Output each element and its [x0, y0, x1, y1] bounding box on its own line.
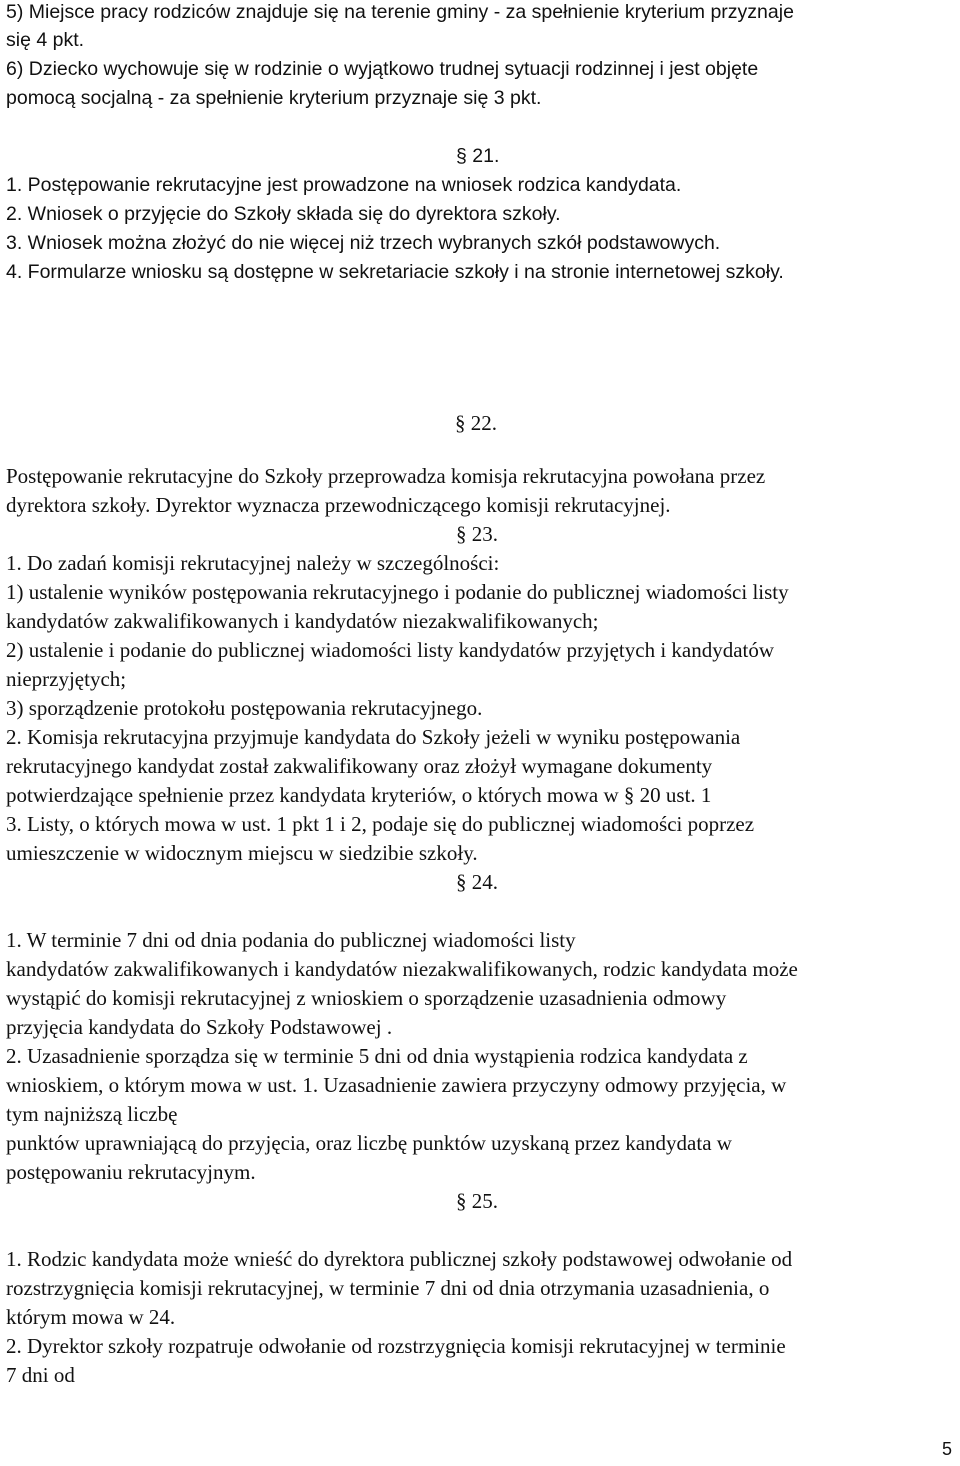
text-line: 2. Uzasadnienie sporządza się w terminie 5 dni od dnia wystąpienia rodzica kandydata z [6, 1044, 748, 1068]
text-line: rekrutacyjnego kandydat został zakwalifikowany oraz złożył wymagane dokumenty [6, 754, 713, 778]
text-line: 2. Dyrektor szkoły rozpatruje odwołanie od rozstrzygnięcia komisji rekrutacyjnej w terminie [6, 1334, 786, 1358]
text-line: 1. W terminie 7 dni od dnia podania do publicznej wiadomości listy [6, 928, 576, 952]
text-line: nieprzyjętych; [6, 667, 127, 691]
text-line: punktów uprawniającą do przyjęcia, oraz liczbę punktów uzyskaną przez kandydata w [6, 1131, 732, 1155]
text-line: Postępowanie rekrutacyjne do Szkoły przeprowadza komisja rekrutacyjna powołana przez [6, 464, 766, 488]
text-line: wnioskiem, o którym mowa w ust. 1. Uzasadnienie zawiera przyczyny odmowy przyjęcia, w [6, 1073, 787, 1097]
text-line: 6) Dziecko wychowuje się w rodzinie o wyjątkowo trudnej sytuacji rodzinnej i jest objęte [6, 58, 759, 80]
text-line: 3. Listy, o których mowa w ust. 1 pkt 1 i 2, podaje się do publicznej wiadomości poprzez [6, 812, 755, 836]
text-line: umieszczenie w widocznym miejscu w siedzibie szkoły. [6, 841, 478, 865]
text-line: 4. Formularze wniosku są dostępne w sekretariacie szkoły i na stronie internetowej szkoły. [6, 261, 784, 283]
text-line: 2. Komisja rekrutacyjna przyjmuje kandydata do Szkoły jeżeli w wyniku postępowania [6, 725, 741, 749]
text-line: 3) sporządzenie protokołu postępowania rekrutacyjnego. [6, 696, 483, 720]
text-line: postępowaniu rekrutacyjnym. [6, 1160, 256, 1184]
text-line: 1. Postępowanie rekrutacyjne jest prowadzone na wniosek rodzica kandydata. [6, 174, 682, 196]
text-line: potwierdzające spełnienie przez kandydata kryteriów, o których mowa w § 20 ust. 1 [6, 783, 712, 807]
section-heading-24: § 24. [456, 870, 498, 894]
text-line: 5) Miejsce pracy rodziców znajduje się na terenie gminy - za spełnienie kryterium przyznaje [6, 1, 794, 23]
text-line: 1. Do zadań komisji rekrutacyjnej należy w szczególności: [6, 551, 500, 575]
text-line: którym mowa w 24. [6, 1305, 176, 1329]
page-number: 5 [941, 1439, 952, 1459]
text-line: 2. Wniosek o przyjęcie do Szkoły składa się do dyrektora szkoły. [6, 203, 561, 225]
text-line: 1. Rodzic kandydata może wnieść do dyrektora publicznej szkoły podstawowej odwołanie od [6, 1247, 793, 1271]
text-line: kandydatów zakwalifikowanych i kandydatów niezakwalifikowanych, rodzic kandydata może [6, 957, 798, 981]
text-line: przyjęcia kandydata do Szkoły Podstawowej . [6, 1015, 393, 1039]
text-line: 7 dni od [6, 1363, 75, 1387]
text-line: wystąpić do komisji rekrutacyjnej z wnioskiem o sporządzenie uzasadnienia odmowy [6, 986, 727, 1010]
section-heading-21: § 21. [456, 145, 500, 167]
section-heading-22: § 22. [455, 411, 497, 435]
text-line: rozstrzygnięcia komisji rekrutacyjnej, w terminie 7 dni od dnia otrzymania uzasadnienia, o [6, 1276, 770, 1300]
section-heading-23: § 23. [456, 522, 498, 546]
text-line: się 4 pkt. [6, 29, 85, 51]
text-line: pomocą socjalną - za spełnienie kryterium przyznaje się 3 pkt. [6, 87, 542, 109]
text-line: tym najniższą liczbę [6, 1102, 178, 1126]
section-heading-25: § 25. [456, 1189, 498, 1213]
text-line: 3. Wniosek można złożyć do nie więcej niż trzech wybranych szkół podstawowych. [6, 232, 721, 254]
text-line: 2) ustalenie i podanie do publicznej wiadomości listy kandydatów przyjętych i kandydatów [6, 638, 775, 662]
text-line: dyrektora szkoły. Dyrektor wyznacza przewodniczącego komisji rekrutacyjnej. [6, 493, 671, 517]
text-line: kandydatów zakwalifikowanych i kandydatów niezakwalifikowanych; [6, 609, 599, 633]
text-line: 1) ustalenie wyników postępowania rekrutacyjnego i podanie do publicznej wiadomości listy [6, 580, 789, 604]
